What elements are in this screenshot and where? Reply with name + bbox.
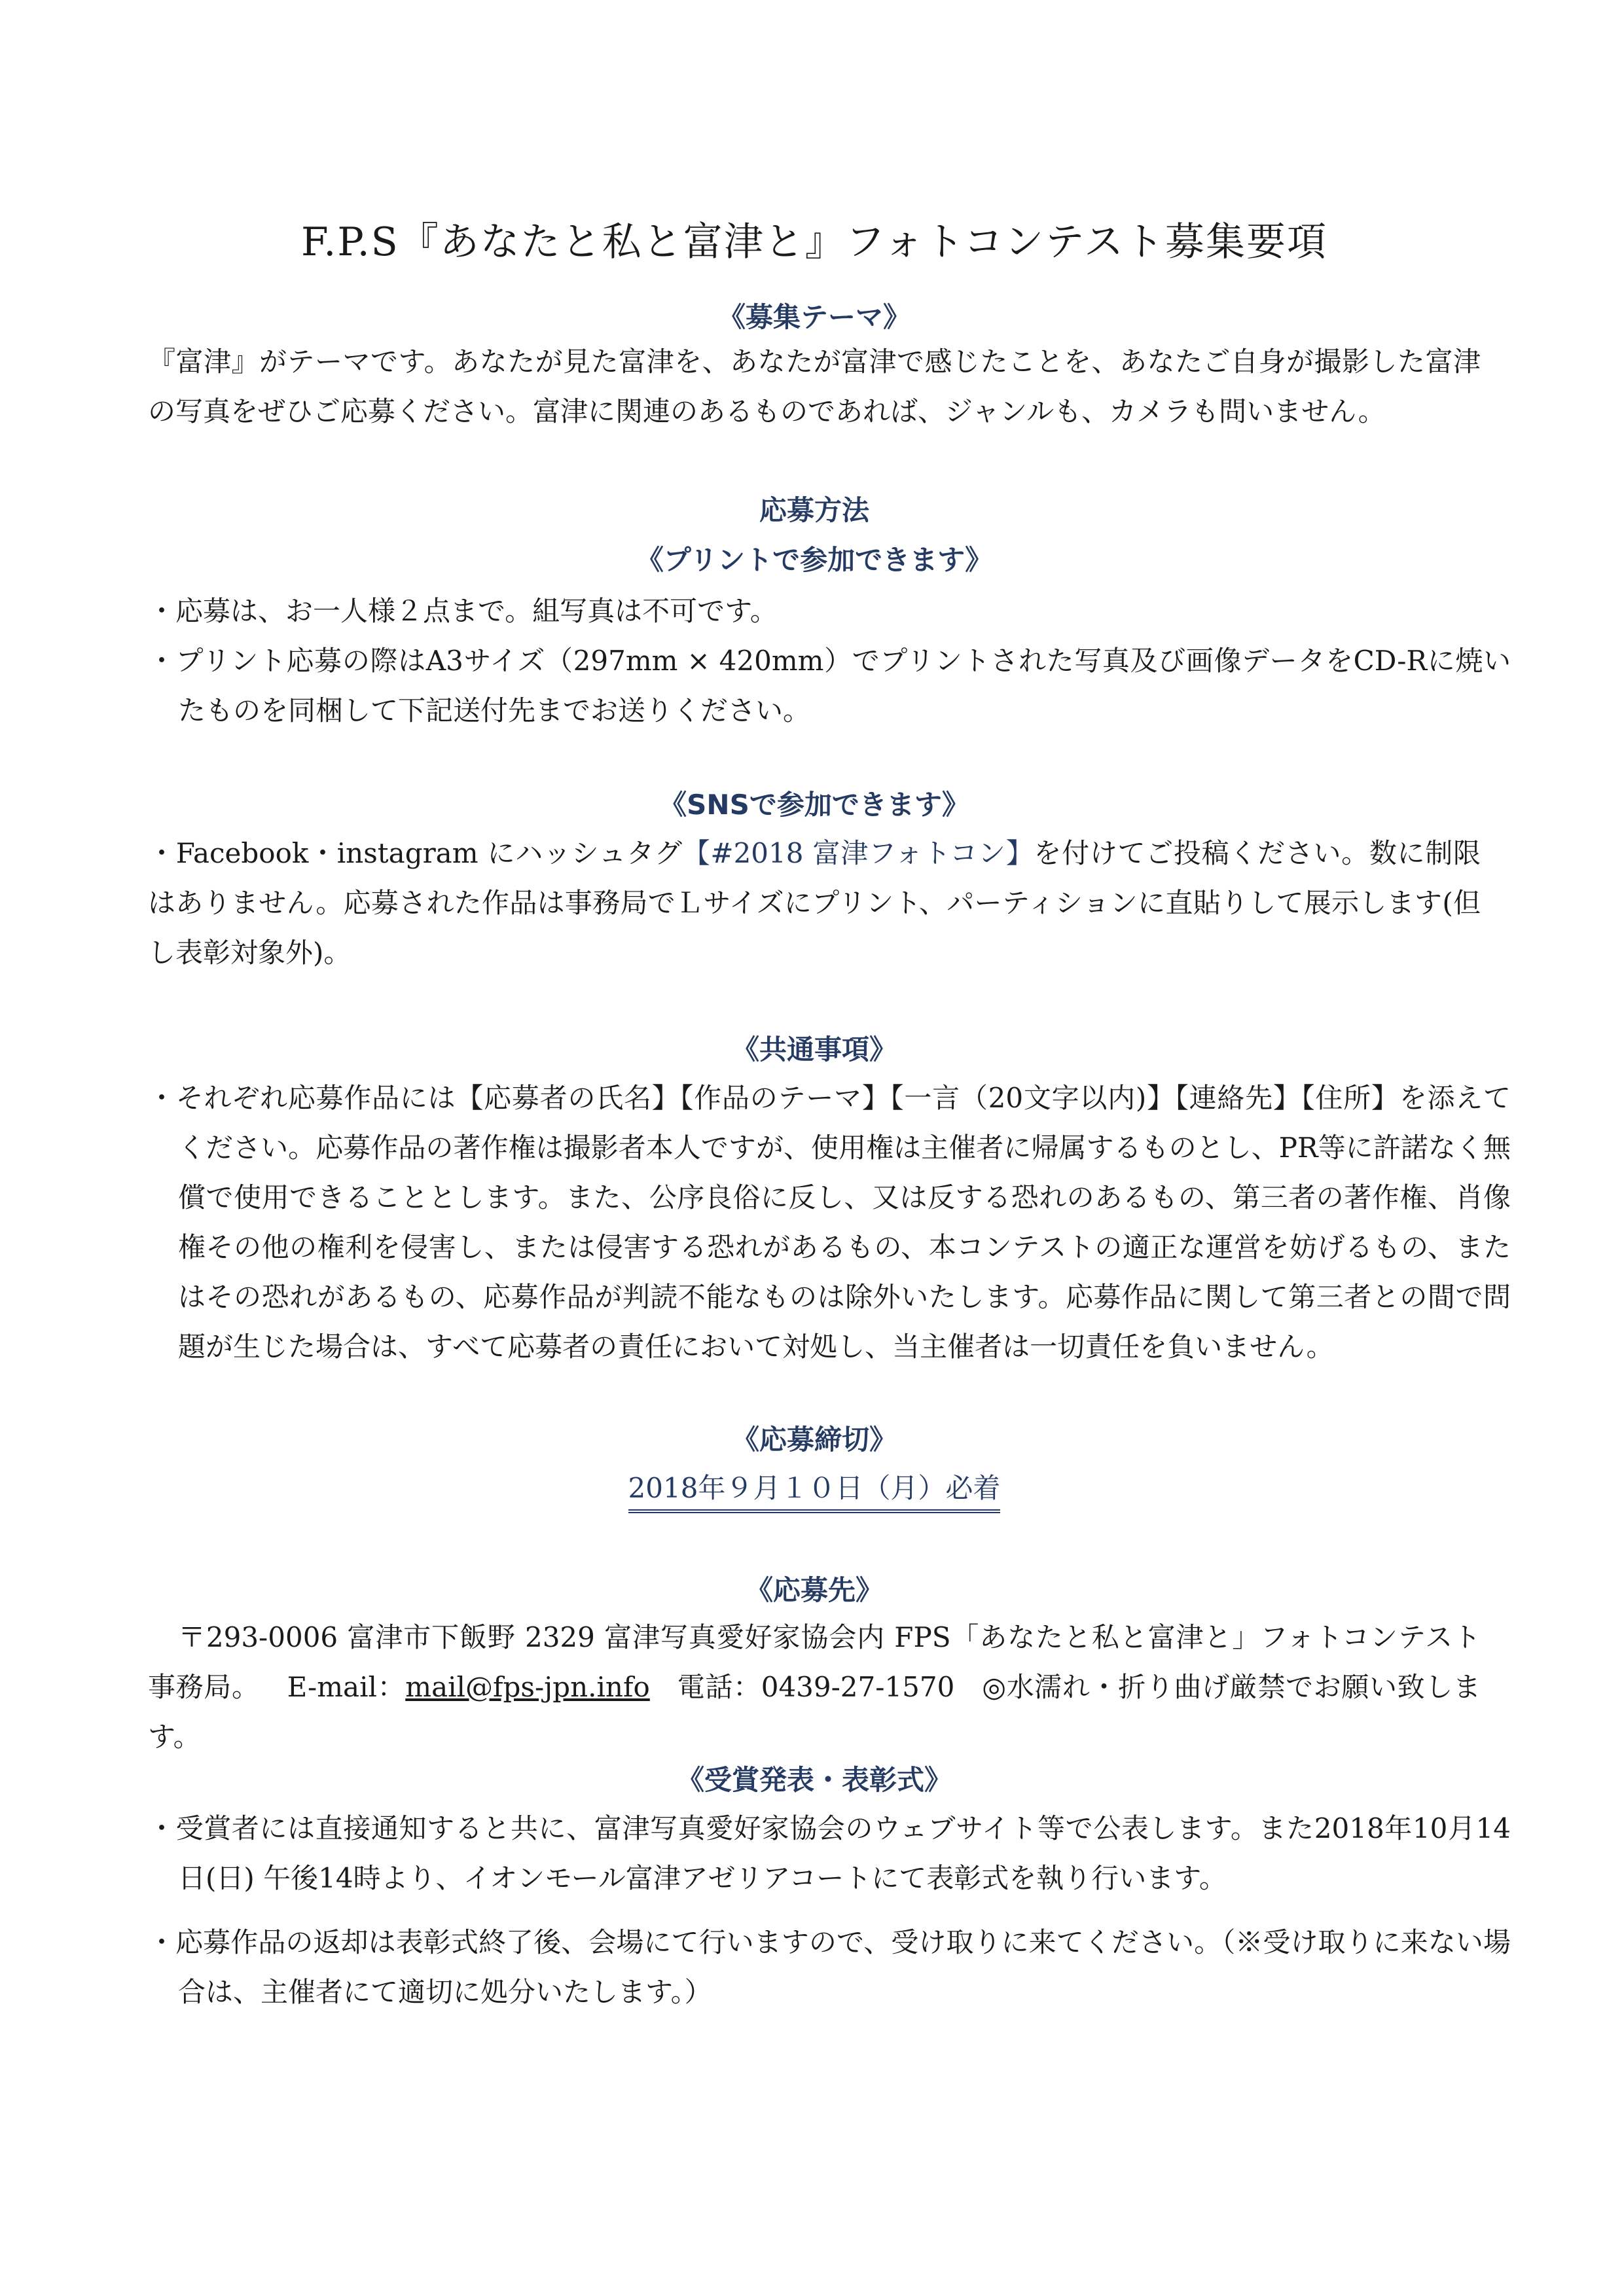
sns-suffix: を付けてご投稿ください。数に制限はありません。応募された作品は事務局でＬサイズにプリント、パーティションに直貼りして展示します(但し表彰対象外)。	[148, 837, 1481, 969]
sns-prefix: ・Facebook・instagram にハッシュタグ	[148, 837, 683, 869]
theme-heading: 《募集テーマ》	[717, 301, 911, 333]
phone-number: 電話：0439-27-1570	[677, 1671, 955, 1703]
page-title: F.P.S『あなたと私と富津と』フォトコンテスト募集要項	[301, 219, 1327, 265]
common-heading: 《共通事項》	[731, 1033, 897, 1066]
handling-note: ◎水濡れ・折り曲げ厳禁でお願い致します。	[148, 1671, 1481, 1753]
common-text: ・それぞれ応募作品には【応募者の氏名】【作品のテーマ】【一言（20文字以内)】【連絡先】【住所】を添えてください。応募作品の著作権は撮影者本人ですが、使用権は主催者に帰属するものとし、PR等に許諾なく無償で使用できることとします。また、公序良俗に反し、又は反する恐れのあるもの、第三者の著作権、肖像権その他の権利を侵害し、または侵害する恐れがあるもの、本コンテストの適正な運営を妨げるもの、またはその恐れがあるもの、応募作品が判読不能なものは除外いたします。応募作品に関して第三者との間で問題が生じた場合は、すべて応募者の責任において対処し、当主催者は一切責任を負いません。	[148, 1082, 1511, 1363]
deadline-heading: 《応募締切》	[731, 1424, 897, 1456]
destination-text	[148, 1613, 1481, 1762]
destination-heading: 《応募先》	[745, 1574, 883, 1606]
award-item-1: ・受賞者には直接通知すると共に、富津写真愛好家協会のウェブサイト等で公表します。また2018年10月14日(日) 午後14時より、イオンモール富津アゼリアコートにて表彰式を執り行います。	[148, 1812, 1511, 1894]
sns-heading: 《SNSで参加できます》	[659, 789, 969, 821]
sns-text	[148, 829, 1481, 978]
award-item-2: ・応募作品の返却は表彰式終了後、会場にて行いますので、受け取りに来てください。（※受け取りに来ない場合は、主催者にて適切に処分いたします。）	[148, 1926, 1511, 2008]
print-heading: 《プリントで参加できます》	[636, 544, 993, 576]
deadline-date-text: 2018年９月１０日（月）必着	[628, 1469, 1001, 1513]
deadline-date	[148, 1469, 1481, 1513]
sns-hashtag: 【#2018 富津フォトコン】	[682, 837, 1034, 869]
email-link[interactable]: mail@fps-jpn.info	[405, 1671, 650, 1703]
theme-text: 『富津』がテーマです。あなたが見た富津を、あなたが富津で感じたことを、あなたご自身が撮影した富津の写真をぜひご応募ください。富津に関連のあるものであれば、ジャンルも、カメラも問いません。	[148, 346, 1481, 427]
print-item-2: ・プリント応募の際はA3サイズ（297mm × 420mm）でプリントされた写真及び画像データをCD-Rに焼いたものを同梱して下記送付先までお送りください。	[148, 645, 1511, 726]
email-label: E-mail：	[287, 1671, 406, 1703]
destination-address: 〒293-0006 富津市下飯野 2329 富津写真愛好家協会内 FPS「あなたと私と富津と」フォトコンテスト事務局。	[148, 1621, 1481, 1703]
award-heading: 《受賞発表・表彰式》	[676, 1764, 952, 1796]
print-item-1: ・応募は、お一人様２点まで。組写真は不可です。	[148, 595, 778, 627]
method-heading: 応募方法	[759, 494, 869, 526]
